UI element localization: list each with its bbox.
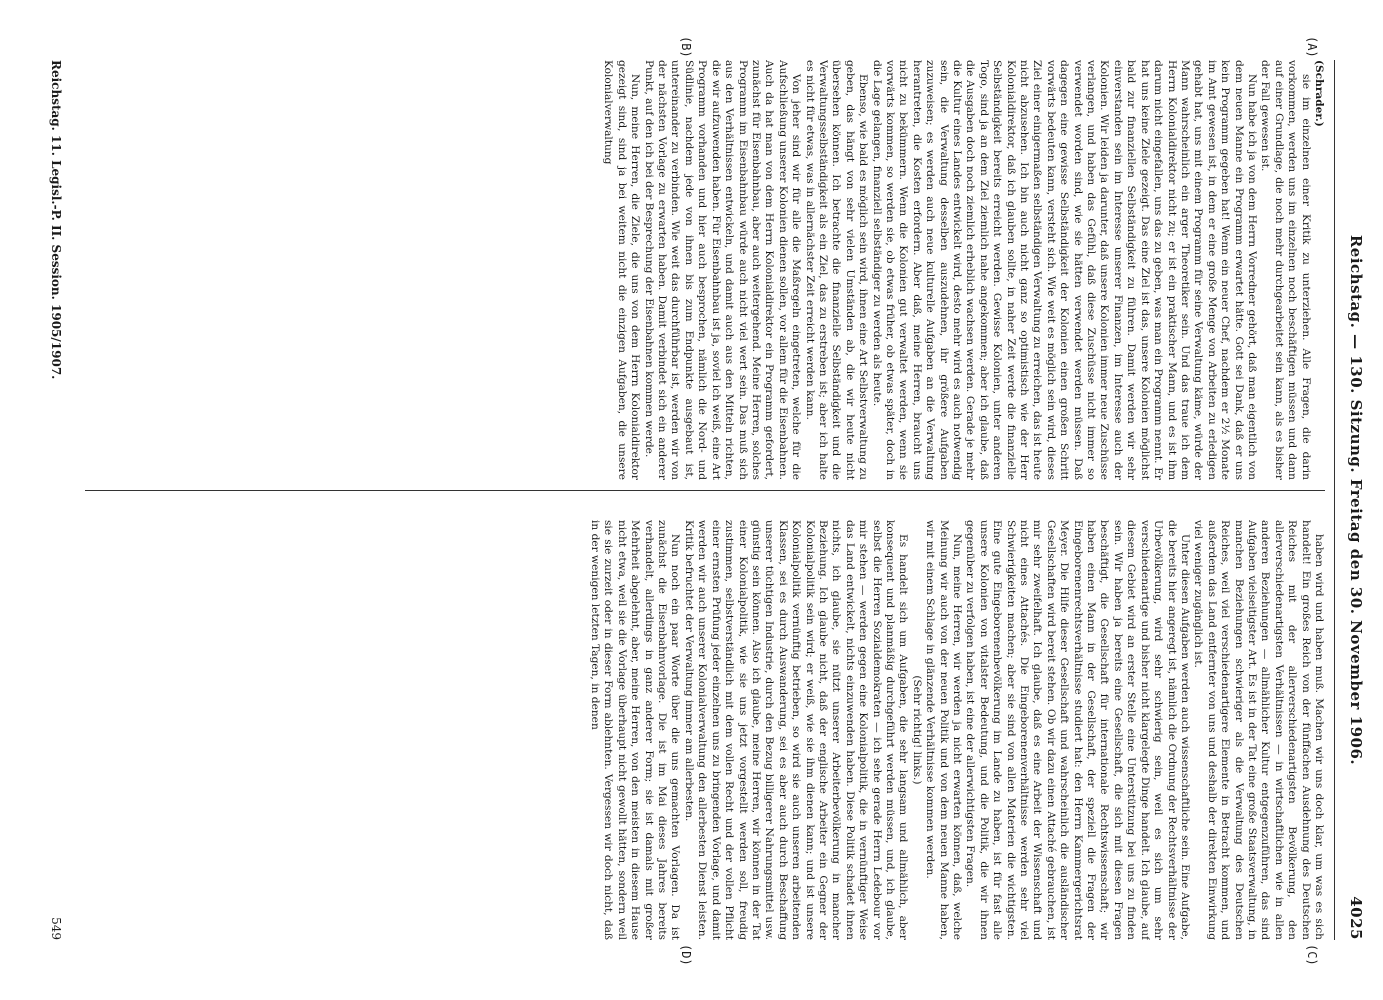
footer-sheet-number: 549 [49, 917, 63, 940]
paragraph: Von jeher sind wir für alle die Maßregeln eingetreten, welche für die Aufschließung unserer Kolonien dienen sollen, vor allem für die Eisenbahnen. Auch da hat man von dem Herrn Kolonialdirektor ein Programm gefordert, zunächst für Eisenbahnbau, aber auch weitergehend. Meine Herren, solches Programm im Eisenbahnbau würde auch nicht viel wert sein. Das muß sich aus den Verhältnissen entwickeln, und damit auch aus den Mitteln richten, die wir aufzuwenden haben. Für Eisenbahnbau ist ja, soviel ich weiß, eine Art Programm vorhanden und hier auch besprochen, nämlich die Nord- und Südlinie, nachdem jede von ihnen bis zum Endpunkte ausgebaut ist, untereinander zu verbinden. Wie weit das durchführbar ist, werden wir von der nächsten Vorlage zu erwarten haben. Damit verbindet sich ein anderer Punkt, auf den ich bei der Besprechung der Eisenbahnen kommen werde. [642, 60, 803, 480]
paragraph: sie im einzelnen einer Kritik zu unterziehen. Alle Fragen, die darin vorkommen, werden uns im einzelnen noch beschäftigen müssen und dann auf einer Grundlage, die noch mehr durchgearbeitet sein kann, als es bisher der Fall gewesen ist. [1259, 60, 1312, 480]
paragraph: Nun noch ein paar Worte über die uns gemachten Vorlagen. Da ist zunächst die Eisenbahnvorlage. Die ist im Mai dieses Jahres bereits verhandelt, allerdings in ganz anderer Form; sie ist damals mit großer Mehrheit abgelehnt, aber, meine Herren, von den meisten in diesem Hause nicht etwa, weil sie die Vorlage überhaupt nicht gewollt hätten, sondern weil sie sie zurzeit oder in dieser Form ablehnten. Vergessen wir doch nicht, daß in der wenigen letzten Tagen, in denen [589, 520, 682, 940]
header-rule [1334, 60, 1335, 940]
paragraph: haben wird und haben muß. Machen wir uns doch klar, um was es sich handelt! Ein großes Reich von der fünffachen Ausdehnung des Deutschen Reiches mit der allerverschiedenartigsten Bevölkerung, den allerverschiedenartigsten Verhältnissen — in wirtschaftlichen wie in allen anderen Beziehungen — allmählicher Kultur entgegenzuführen, das sind Aufgaben vielseitigster Art. Es ist in der Tat eine große Staatsverwaltung, in manchen Beziehungen schwieriger als die Verwaltung des Deutschen Reiches, weil viel verschiedenartigere Elemente in Betracht kommen, und außerdem das Land entfernter von uns und deshalb der direkten Einwirkung viel weniger zugänglich ist. [1192, 520, 1325, 940]
right-column [85, 520, 1325, 940]
margin-marker-a: (A) [1305, 36, 1319, 58]
paragraph: Nun, meine Herren, wir werden ja nicht erwarten können, daß, welche Meinung wir auch von der neuen Politik und von dem neuen Manne haben, wir mit einem Schlage in glänzende Verhältnisse kommen werden. [924, 520, 964, 940]
paragraph: Unter diesen Aufgaben werden auch wissenschaftliche sein. Eine Aufgabe, die bereits hier angeregt ist, nämlich die Ordnung der Rechtsverhältnisse der Urbevölkerung, wird sehr schwierig sein, weil es sich um sehr verschiedenartige und bisher nicht klargelegte Dinge handelt. Ich glaube, auf diesem Gebiet wird an erster Stelle eine Unterstützung bei uns zu finden sein. Wir haben ja bereits eine Gesellschaft, die sich mit diesen Fragen beschäftigt, die Gesellschaft für internationale Rechtswissenschaft; wir haben einen Mann in der Gesellschaft, der speziell die Fragen der Eingeborenenrechtsverhältnisse studiert hat: den Herrn Kammergerichtsrat Meyer. Die Hilfe dieser Gesellschaft und wahrscheinlich die ausländischer Gesellschaften wird bereit stehen. Ob wir dazu einen Attaché gebrauchen, ist mir sehr zweifelhaft. Ich glaube, daß es eine Arbeit der Wissenschaft und nicht eines Attachés. Die Eingeborenenverhältnisse werden sehr viel Schwierigkeiten machen; aber sie sind von allen Materien die wichtigsten. Eine gute Eingeborenenbevölkerung im Lande zu haben, ist für fast alle unsere Kolonien von vitalster Bedeutung, und die Politik, die wir ihnen gegenüber zu verfolgen haben, ist eine der allerwichtigsten Fragen. [964, 520, 1191, 940]
header-title: Reichstag. — 130. Sitzung. Freitag den 30. November 1906. [1347, 234, 1365, 766]
paragraph: Nun habe ich ja von dem Herrn Vorredner gehört, daß man eigentlich von dem neuen Manne ein Programm erwartet hätte. Gott sei Dank, daß er uns kein Programm gegeben hat! Wenn ein neuer Chef, nachdem er 2½ Monate im Amt gewesen ist, in dem er eine große Menge von Arbeiten zu erledigen gehabt hat, uns mit einem Programm für seine Verwaltung käme, würde der Mann wahrscheinlich ein arger Theoretiker sein. Und das traue ich dem Herrn Kolonialdirektor nicht zu; er ist ein praktischer Mann, und es ist ihm darum nicht eingefallen, uns das zu geben, was man ein Programm nennt. Er hat uns keine Ziele gezeigt. Das eine Ziel ist das, unsere Kolonien möglichst bald zur finanziellen Selbständigkeit zu führen. Damit werden wir sehr einverstanden sein im Interesse unserer Finanzen, im Interesse auch der Kolonien. Wir leiden ja darunter, daß unsere Kolonien immer neue Zuschüsse verlangen, und haben das Gefühl, daß diese Zuschüsse nicht immer so verwendet worden sind, wie sie hätten verwendet werden müssen. Daß dagegen eine gewisse Selbständigkeit der Kolonien einen großen Schritt vorwärts bedeuten kann, versteht sich. Wie weit es möglich sein wird, dieses Ziel einer einigermaßen selbständigen Verwaltung zu erreichen, das ist heute nicht abzusehen. Ich bin auch nicht ganz so optimistisch wie der Herr Kolonialdirektor, daß ich glauben sollte, in naher Zeit werde die finanzielle Selbständigkeit bereits erreicht werden. Gewisse Kolonien, unter anderen Togo, sind ja an dem Ziel ziemlich nahe angekommen; aber ich glaube, daß die Ausgaben doch noch ziemlich erheblich wachsen werden. Gerade je mehr die Kultur eines Landes entwickelt wird, desto mehr wird es auch notwendig sein, die Verwaltung desselben auszudehnen, ihr größere Aufgaben zuzuweisen; es werden auch neue kulturelle Aufgaben an die Verwaltung herantreten, die Kosten erfordern. Aber daß, meine Herren, braucht uns nicht zu bekümmern. Wenn die Kolonien gut verwaltet werden, wenn sie vorwärts kommen, so werden sie, ob etwas früher, ob etwas später, doch in die Lage gelangen, finanziell selbständiger zu werden als heute. [870, 60, 1258, 480]
margin-marker-b: (B) [679, 36, 693, 58]
margin-marker-c: (C) [1305, 944, 1319, 966]
left-column [85, 60, 1325, 480]
column-divider [85, 490, 1325, 491]
running-header [1339, 60, 1365, 940]
header-page-number: 4025 [1347, 896, 1365, 940]
applause-note: (Sehr richtig! links.) [910, 675, 923, 785]
margin-marker-d: (D) [679, 944, 693, 966]
paragraph: Nun, meine Herren, die Ziele, die uns von dem Herrn Kolonialdirektor gezeigt sind, sind ja bei weitem nicht die einzigen Aufgaben, die unsere Kolonialverwaltung [602, 60, 642, 480]
paragraph: Es handelt sich um Aufgaben, die sehr langsam und allmählich, aber konsequent und planmäßig durchgeführt werden müssen, und, ich glaube, selbst die Herren Sozialdemokraten — ich sehe gerade Herrn Ledebour vor mir stehen — werden gegen eine Kolonialpolitik, die in vernünftiger Weise das Land entwickelt, nichts einzuwenden haben. Diese Politik schadet ihnen nichts, ich glaube, sie nützt unserer Arbeiterbevölkerung in mancher Beziehung. Ich glaube nicht, daß der englische Arbeiter ein Gegner der Kolonialpolitik sein wird; er weiß, wie sie ihm dienen kann; und ist unsere Kolonialpolitik vernünftig betrieben, so wird sie auch unseren arbeitenden Klassen, sei es durch Auswanderung, sei es aber auch durch Beschaffung unserer tüchtigen Industrie, durch den Bezug billigerer Nahrungsmittel usw. günstig sein können. Also ich glaube, meine Herren, wir können in der Tat einer Kolonialpolitik, wie sie uns jetzt vorgestellt werden soll, freudig zustimmen, selbstverständlich mit dem vollen Recht und der vollen Pflicht einer ernsten Prüfung jeder einzelnen uns zu bringenden Vorlage, und damit werden wir auch unserer Kolonialverwaltung den allerbesten Dienst leisten. Kritik befruchtet der Verwaltung immer am allerbesten. [682, 520, 910, 940]
footer-session: Reichstag. 11. Legisl.-P. II. Session. 1905/1907. [49, 60, 63, 380]
speaker-name: (Schrader.) [1313, 60, 1325, 127]
paragraph: Ebenso, wie bald es möglich sein wird, ihnen eine Art Selbstverwaltung zu geben, das hängt von sehr vielen Umständen ab, die wir heute nicht übersehen können. Ich betrachte die finanzielle Selbständigkeit und die Verwaltungsselbständigkeit als ein Ziel, das zu erstreben ist; aber ich halte es nicht für etwas, was in allernächster Zeit erreicht werden kann. [803, 60, 870, 480]
